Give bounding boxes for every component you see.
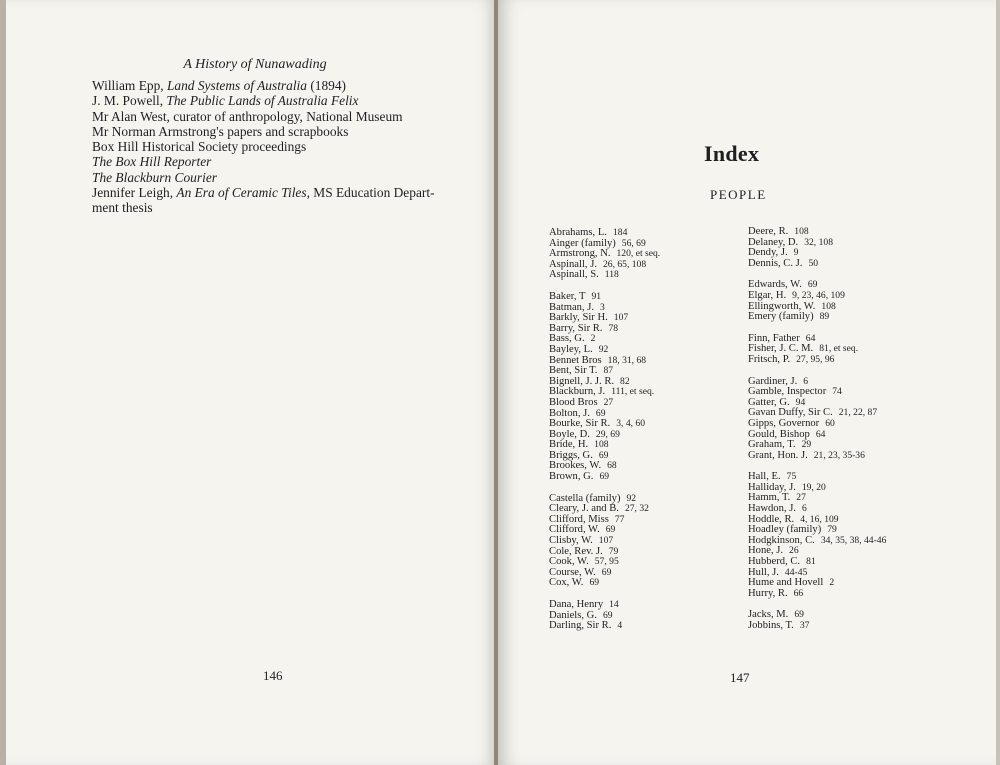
index-entry-pages: 92 [626,492,637,504]
index-entry-pages: 79 [827,524,837,536]
index-entry-name: Gamble, Inspector [748,386,827,398]
index-entry-pages: 9 [793,247,799,259]
index-entry-pages: 75 [786,471,797,483]
index-entry-name: Hall, E. [748,471,781,483]
index-entry [748,621,978,632]
reference-plain: J. M. Powell, [92,93,167,109]
index-entry-pages: 57, 95 [594,556,619,568]
index-entry-pages: 50 [808,257,819,269]
index-entry-name: Hurry, R. [748,587,788,599]
index-entry-pages: 44-45 [784,566,808,578]
index-entry-name: Elgar, H. [748,289,787,301]
index-entry-pages: 64 [805,332,816,344]
index-entry-name: Hull, J. [748,566,779,578]
index-entry-name: Ellingworth, W. [748,300,816,312]
index-letter-group [748,227,978,269]
index-entry-name: Cox, W. [549,577,584,589]
index-entry-name: Barkly, Sir H. [549,312,608,324]
index-entry-name: Gatter, G. [748,396,790,408]
index-entry-pages: 60 [825,417,835,429]
section-heading: PEOPLE [710,187,767,202]
index-entry-name: Bourke, Sir R. [549,418,611,430]
index-entry-name: Gavan Duffy, Sir C. [748,407,833,419]
index-entry-pages: 29, 69 [595,428,620,440]
index-entry-name: Baker, T [549,290,586,302]
index-entry-name: Ainger (family) [549,237,616,249]
index-entry-name: Emery (family) [748,311,814,323]
index-entry-name: Course, W. [549,566,596,578]
index-entry-pages: 27, 95, 96 [796,353,835,365]
index-entry-pages: 21, 22, 87 [838,407,878,419]
right-page [498,0,1000,765]
index-column-left [549,228,739,643]
index-entry-pages: 37 [799,620,810,631]
index-entry-name: Hoadley (family) [748,524,822,536]
index-entry-name: Barry, Sir R. [549,322,603,334]
reference-rest: MS Education Depart- [309,185,435,201]
index-entry-name: Bass, G. [549,333,585,345]
reference-line [92,93,452,108]
index-entry-pages: 108 [594,439,609,451]
reference-title: Land Systems of Australia [166,78,307,93]
reference-line [92,170,452,185]
index-entry-name: Blood Bros [549,396,598,408]
index-entry [748,451,978,462]
index-entry-pages: 69 [601,566,612,578]
reference-line [92,154,452,169]
reference-plain: Mr Alan West, curator of anthropology, National Museum [92,108,403,124]
reference-plain: Mr Norman Armstrong's papers and scrapbooks [92,123,349,139]
index-letter-group [748,377,978,462]
index-entry-name: Brookes, W. [549,460,602,472]
index-letter-group [748,280,978,322]
reference-title: The Blackburn Courier [92,169,217,185]
index-entry-name: Hubberd, C. [748,556,801,568]
index-entry-pages: 6 [801,503,807,515]
index-entry-name: Cole, Rev. J. [549,545,603,557]
index-entry-name: Abrahams, L. [549,227,607,238]
index-entry-pages: 26, 65, 108 [602,258,647,270]
index-entry-pages: 68 [607,460,617,472]
index-entry-name: Deere, R. [748,226,789,237]
index-entry [549,578,739,589]
index-entry-pages: 69 [595,407,606,419]
reference-line [92,139,452,154]
index-entry-pages: 27 [603,396,614,408]
running-head: A History of Nunawading [183,57,327,72]
index-entry-pages: 9, 23, 46, 109 [792,289,845,301]
index-entry-pages: 69 [807,279,818,291]
index-entry-pages: 81, et seq. [819,343,859,355]
reference-title: The Public Lands of Australia Felix [166,93,359,109]
index-entry-pages: 3, 4, 60 [616,418,645,430]
index-entry-pages: 69 [794,609,804,621]
index-letter-group [748,334,978,366]
index-entry-pages: 184 [612,227,628,238]
index-entry-name: Grant, Hon. J. [748,449,808,461]
reference-line [92,185,452,200]
index-entry-pages: 120, et seq. [616,248,661,260]
index-entry-name: Gould, Bishop [748,428,810,440]
index-entry-name: Edwards, W. [748,279,802,291]
index-letter-group [549,292,739,483]
index-letter-group [748,472,978,599]
index-entry-name: Hoddle, R. [748,513,795,525]
index-entry-pages: 6 [803,375,809,387]
index-entry-pages: 69 [589,577,600,589]
index-entry-pages: 108 [821,300,836,312]
index-entry [748,259,978,270]
index-entry-pages: 27 [796,492,806,504]
index-entry [748,589,978,600]
index-entry-pages: 4, 16, 109 [800,513,839,525]
reference-plain: Box Hill Historical Society proceedings [92,139,307,155]
index-entry-name: Fisher, J. C. M. [748,343,814,355]
index-entry-name: Brown, G. [549,471,594,483]
index-entry-pages: 29 [801,439,812,451]
index-letter-group [549,228,739,281]
index-entry-pages: 14 [609,599,619,610]
index-entry-name: Hodgkinson, C. [748,534,815,546]
index-entry-name: Bignell, J. J. R. [549,375,615,387]
index-entry-pages: 66 [793,587,804,599]
index-entry-name: Briggs, G. [549,449,593,461]
index-entry-pages: 2 [829,577,835,589]
left-page [0,0,498,765]
index-entry [748,312,978,323]
index-letter-group [748,610,978,631]
page-number-right: 147 [730,670,750,685]
index-entry-pages: 21, 23, 35-36 [813,449,865,461]
index-title: Index [704,141,760,166]
index-entry-name: Finn, Father [748,332,800,344]
index-entry-name: Jacks, M. [748,609,789,621]
index-entry-pages: 77 [614,513,625,525]
index-entry-pages: 118 [604,269,619,281]
index-entry-name: Hone, J. [748,545,784,557]
index-entry-pages: 107 [598,535,614,547]
index-entry-name: Clifford, W. [549,524,600,536]
index-entry-pages: 2 [590,333,596,345]
index-entry-pages: 82 [620,375,630,387]
index-entry-name: Batman, J. [549,301,595,313]
index-entry-name: Halliday, J. [748,481,796,493]
index-entry-pages: 4 [617,620,623,632]
index-entry-pages: 69 [599,471,610,483]
index-entry-pages: 27, 32 [624,503,649,515]
index-letter-group [549,600,739,632]
index-entry-name: Armstrong, N. [549,248,611,260]
index-entry-name: Darling, Sir R. [549,620,612,632]
index-entry-name: Bennet Bros [549,354,602,366]
index-entry-name: Bent, Sir T. [549,365,598,377]
index-entry-pages: 34, 35, 38, 44-46 [820,534,887,546]
reference-line [92,200,452,215]
reference-title: The Box Hill Reporter [92,154,212,170]
index-entry-name: Graham, T. [748,439,796,451]
index-entry-name: Bayley, L. [549,343,593,355]
index-entry-name: Gipps, Governor [748,417,820,429]
index-entry-pages: 18, 31, 68 [607,354,647,366]
index-entry [748,355,978,366]
index-entry-pages: 111, et seq. [611,386,655,398]
index-entry-name: Daniels, G. [549,609,597,621]
index-entry-pages: 78 [608,322,619,334]
index-entry-pages: 79 [608,545,619,557]
reference-plain: William Epp, [92,78,167,93]
index-entry-name: Blackburn, J. [549,386,606,398]
index-entry-name: Hume and Hovell [748,577,824,589]
index-entry-pages: 81 [806,556,816,568]
index-entry-pages: 26 [789,545,799,557]
index-entry-name: Fritsch, P. [748,353,791,365]
reference-line [92,78,452,93]
index-entry-name: Dana, Henry [549,599,604,610]
index-entry [549,270,739,281]
index-entry-name: Dennis, C. J. [748,257,803,269]
index-entry-name: Aspinall, S. [549,269,599,281]
reference-rest: (1894) [306,78,347,93]
index-entry-name: Bolton, J. [549,407,590,419]
index-entry-pages: 19, 20 [801,481,826,493]
index-entry-pages: 32, 108 [804,236,833,248]
page-number-left: 146 [263,668,283,683]
index-entry-pages: 87 [603,365,614,377]
index-entry-name: Boyle, D. [549,428,590,440]
index-entry-pages: 69 [602,609,613,621]
index-entry-pages: 108 [794,226,809,237]
index-entry-name: Clifford, Miss [549,513,609,525]
index-entry-pages: 56, 69 [621,237,646,249]
index-entry-pages: 3 [600,301,605,313]
index-entry-pages: 91 [591,290,602,302]
index-entry-name: Gardiner, J. [748,375,798,387]
index-entry-pages: 107 [613,312,629,324]
index-entry-name: Hawdon, J. [748,503,796,515]
index-entry [748,557,978,568]
index-entry-name: Hamm, T. [748,492,791,504]
index-entry-pages: 69 [598,449,609,461]
index-entry-name: Clisby, W. [549,535,593,547]
reference-plain: Jennifer Leigh, [92,185,177,201]
index-entry-pages: 94 [795,396,806,408]
index-entry-pages: 64 [815,428,826,440]
reference-line [92,109,452,124]
index-entry-pages: 89 [819,311,830,323]
index-column-right [748,227,978,643]
index-entry-name: Cook, W. [549,556,589,568]
index-entry-name: Bride, H. [549,439,589,451]
index-entry [549,472,739,483]
index-entry-pages: 74 [832,386,842,398]
index-entry-name: Delaney, D. [748,236,799,248]
reference-plain: ment thesis [92,200,153,216]
index-entry-pages: 69 [605,524,616,536]
index-entry-name: Cleary, J. and B. [549,503,619,515]
index-entry-pages: 92 [598,343,609,355]
index-entry-name: Castella (family) [549,492,621,504]
index-entry-name: Jobbins, T. [748,620,794,631]
reference-title: An Era of Ceramic Tiles, [176,185,310,201]
reference-list [92,78,452,216]
index-entry-name: Dendy, J. [748,247,788,259]
reference-line [92,124,452,139]
index-letter-group [549,494,739,589]
index-entry [549,621,739,632]
index-entry-name: Aspinall, J. [549,258,597,270]
